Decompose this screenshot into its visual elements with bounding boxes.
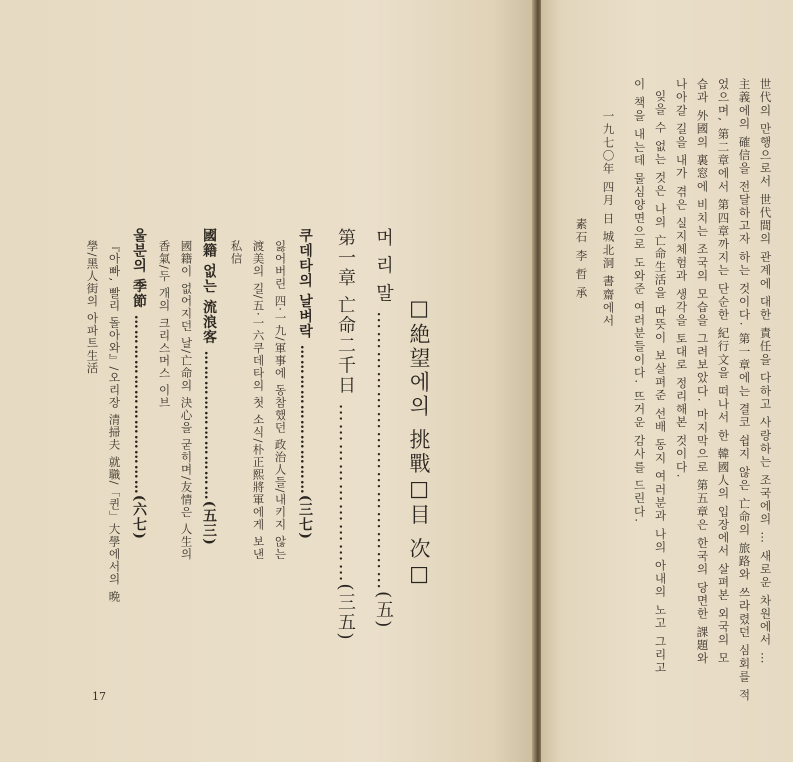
preface-line: 世代의 만행으로서 世代間의 관계에 대한 責任을 다하고 사랑하는 조국에의 … 새로운 차원에서 … [758, 78, 773, 666]
toc-section-desc: 私信 [229, 240, 244, 265]
preface-line: 이 책을 내는데 물심양면으로 도와준 여러분들이다. 뜨거운 감사를 드린다. [632, 78, 647, 524]
preface-line: 었으며, 第二章에서 第四章까지는 단순한 紀行文을 떠나서 한 韓國人의 입장에서 살펴본 외국의 모 [716, 78, 731, 666]
preface-date: 一九七〇年 四月 日 城北洞 書齋에서 [601, 110, 616, 328]
toc-entry-preface: 머 리 말 ……………………………………(五) [373, 228, 394, 630]
preface-page [541, 0, 793, 762]
toc-section: 쿠데타의 날벼락 …………………………(三七) [297, 228, 313, 540]
preface-line: 습과 外國의 裏窓에 비치는 조국의 모습을 그려보았다. 마지막으로 第五章은 한국의 당면한 課題와 [695, 78, 710, 666]
toc-section-desc: 渡美의 길/五·一六쿠데타의 첫 소식/朴正熙將軍에게 보낸 [251, 240, 266, 561]
preface-line: 나아갈 길을 내가 겪은 실지체험과 생각을 토대로 정리해본 것이다. [674, 78, 689, 479]
toc-section-desc: 『아빠, 빨리 돌아와』/오리장 清掃夫 就職/「퀸」大學에서의 晩 [107, 240, 122, 603]
toc-section-desc: 香氣/두 개의 크리스머스 이브 [157, 240, 172, 409]
toc-section-desc: 잃어버린 四·一九/軍事에 동참했던 政治人들/내키지 않는 [273, 240, 288, 561]
toc-entry-chapter-1: 第一章 亡命二千日 ………………………(三五) [335, 228, 356, 642]
toc-title: □絶望에의 挑戰□目 次□ [407, 296, 431, 589]
toc-section-desc: 國籍이 없어지던 날/亡命의 決心을 굳히며/友情은 人生의 [179, 240, 194, 561]
toc-section: 울분의 季節 ………………………………(六七) [131, 228, 147, 540]
toc-section-desc: 學/黑人街의 아파트生活 [85, 240, 100, 375]
preface-line: 主義에의 確信을 전달하고자 하는 것이다. 第一章에는 결코 쉽지 않은 亡命의 旅路와 쓰라렸던 심회를 적 [737, 78, 752, 702]
page-number: 17 [92, 690, 106, 703]
preface-line: 잊을 수 없는 것은 나의 亡命生活을 따뜻이 보살펴준 선배 동지 여러분과 나의 아내의 노고 그리고 [653, 90, 668, 675]
preface-author: 素石 李 哲 承 [574, 218, 589, 300]
toc-section: 國籍 없는 流浪客 …………………………(五三) [201, 228, 217, 546]
